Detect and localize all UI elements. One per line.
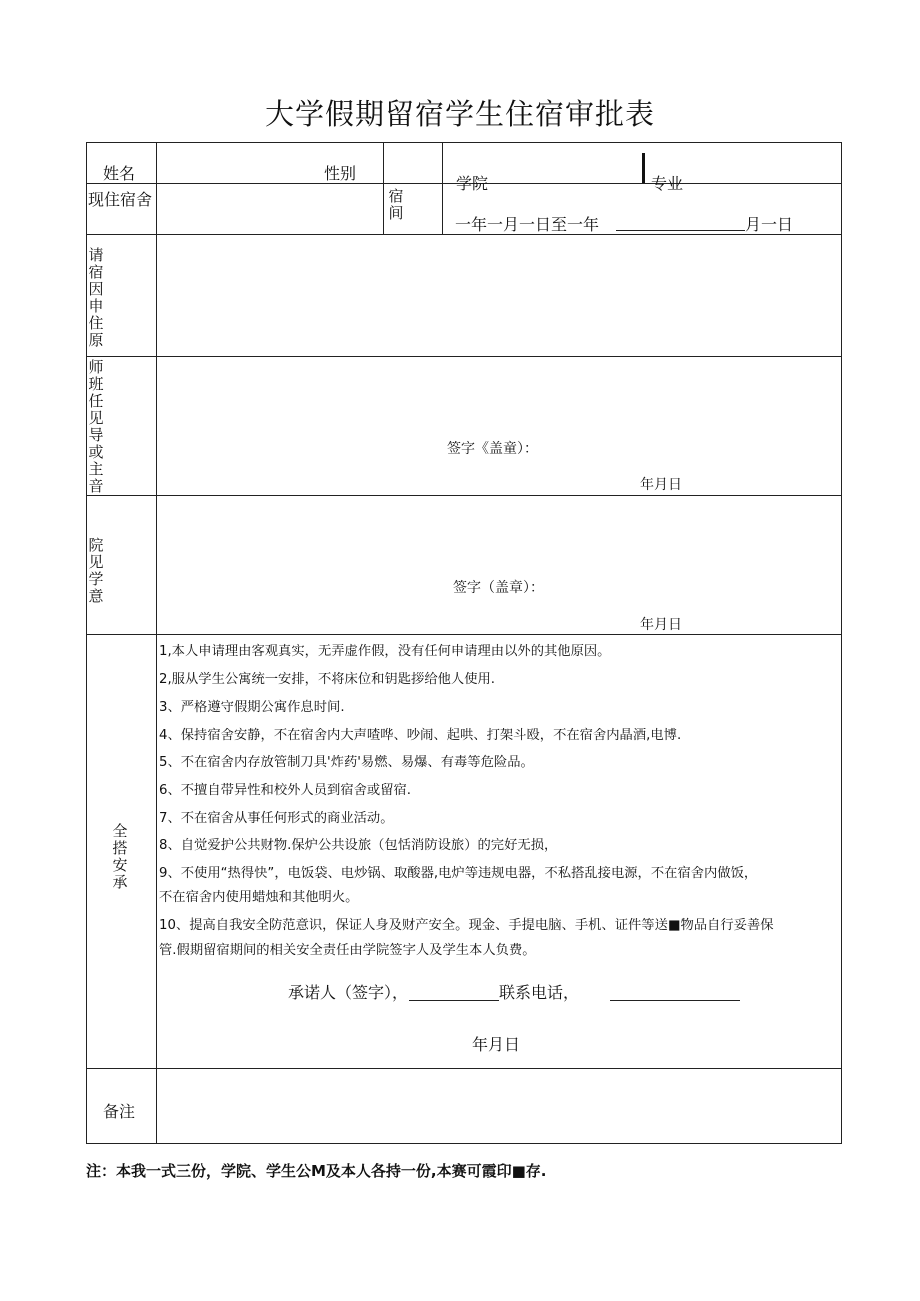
- pledge-item: 2,服从学生公寓统一安排，不将床位和钥匙拶给他人使用.: [159, 672, 496, 687]
- pledge-item: 7、不在宿舍从事任何形式的商业活动。: [159, 811, 394, 826]
- approval-form-table: [86, 142, 842, 1144]
- column-divider: [383, 143, 384, 234]
- pledge-item: 4、保持宿舍安静，不在宿舍内大声喳哗、吵闹、起哄、打架斗殴，不在宿舍内晶酒,电博.: [159, 728, 682, 743]
- footer-note: 注：本我一式三份，学院、学生公M及本人各持一份,本赛可霞印■存.: [86, 1162, 547, 1180]
- form-title: 大学假期留宿学生住宿审批表: [264, 97, 655, 131]
- pledge-item: 1,本人申请理由客观真实，无弄虚作假，没有任何申请理由以外的其他原因。: [159, 644, 611, 659]
- pledge-item: 10、提高自我安全防范意识，保证人身及财产安全。现金、手提电脑、手机、证件等送■物品自行妥善保: [159, 918, 774, 933]
- college-date-label: 年月日: [640, 617, 682, 633]
- contact-phone-line: [610, 1000, 740, 1001]
- pledge-item: 9、不使用“热得快”，电饭袋、电炒锅、取酸器,电炉等违规电器，不私搭乱接电源，不在宿舍内做饭，: [159, 866, 758, 881]
- college-opinion-label: 院见学意: [88, 536, 104, 605]
- label-column-divider: [156, 143, 157, 1143]
- stay-reason-label: 请宿因申住原: [88, 246, 104, 349]
- pledge-item: 不在宿舍内使用蜡烛和其他明火。: [159, 890, 359, 905]
- pledge-item: 管.假期留宿期间的相关安全责任由学院签字人及学生本人负费。: [159, 943, 536, 958]
- pledge-date-label: 年月日: [472, 1035, 521, 1054]
- pledge-item: 3、严格遵守假期公寓作息时间.: [159, 700, 345, 715]
- college-signature-label: 签字（盖章）：: [453, 580, 544, 596]
- promisor-signature-line: [409, 1000, 499, 1001]
- date-range-text: 一年一月一日至一年: [455, 215, 600, 234]
- teacher-signature-label: 签字《盖童）：: [447, 441, 538, 457]
- gender-label: 性别: [324, 164, 357, 183]
- name-label: 姓名: [103, 164, 136, 183]
- safety-pledge-label: 全搭安承: [112, 822, 128, 891]
- teacher-date-label: 年月日: [640, 477, 682, 493]
- stay-period-label: 宿间: [388, 187, 404, 222]
- row-divider: [87, 356, 841, 357]
- promisor-signature-label: 承诺人（签字），: [288, 983, 409, 1002]
- pledge-item: 5、不在宿舍内存放管制刀具'炸药'易燃、易爆、有毒等危险品。: [159, 755, 534, 770]
- remarks-label: 备注: [103, 1102, 136, 1121]
- pledge-item: 8、自觉爱护公共财物.保炉公共设旅（包恬消防设旅）的完好无损，: [159, 838, 558, 853]
- column-divider: [442, 143, 443, 234]
- date-underline: [616, 230, 745, 231]
- teacher-opinion-label: 师班任见导或主音: [88, 358, 104, 495]
- college-label: 学院: [456, 174, 489, 193]
- cell-marker: [642, 153, 645, 183]
- row-divider: [87, 1068, 841, 1069]
- major-label: 专业: [651, 174, 684, 193]
- pledge-item: 6、不擅自带异性和校外人员到宿舍或留宿.: [159, 783, 412, 798]
- date-end-text: 月一日: [745, 215, 794, 234]
- row-divider: [87, 495, 841, 496]
- row-divider: [87, 634, 841, 635]
- current-dorm-label: 现住宿舍: [88, 190, 153, 209]
- contact-phone-label: 联系电话，: [499, 983, 580, 1002]
